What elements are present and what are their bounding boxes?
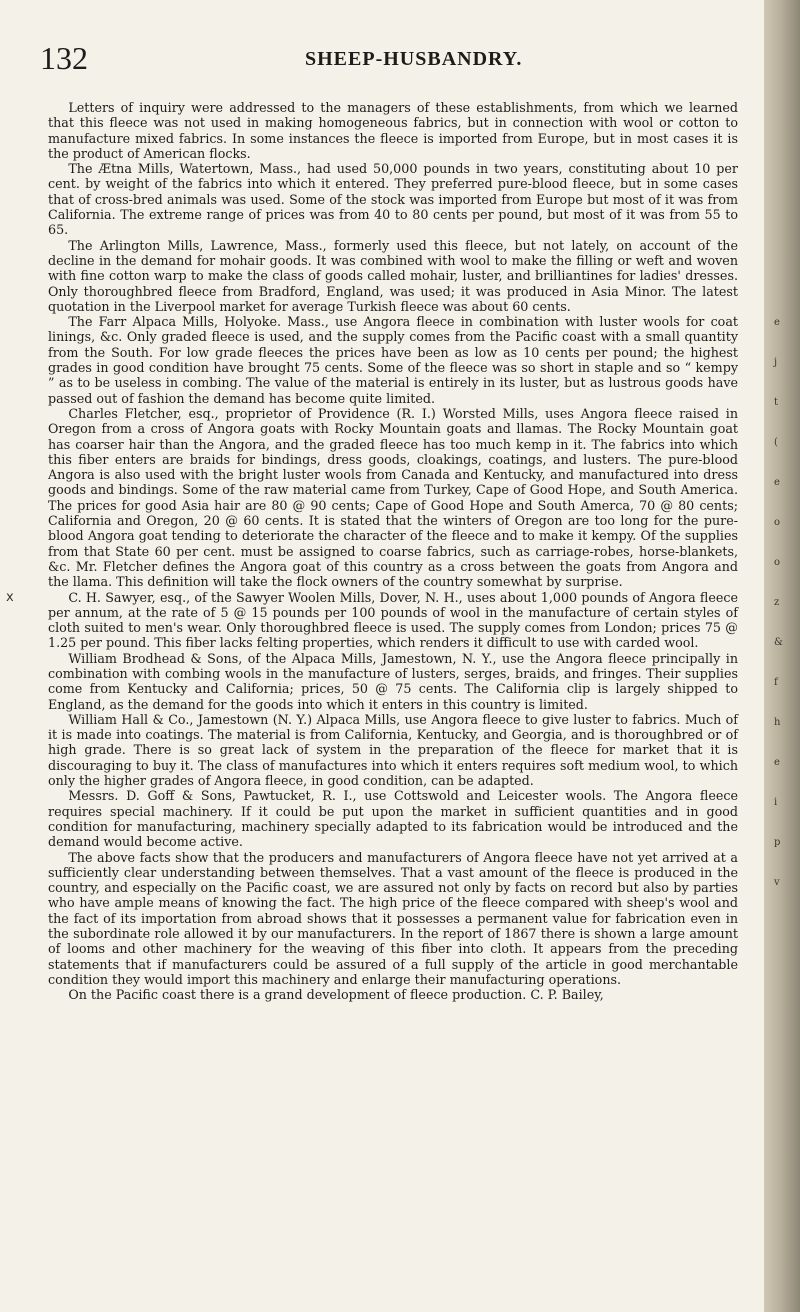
- paragraph-letters-of-inquiry: Letters of inquiry were addressed to the managers of these establishments, from which we learned that this fleece was not used in making homogeneous fabrics, but in connection with wool or cotton to manufacture mixed fabrics. In some instances the fleece is imported from Europe, but in most cases it is the product of American flocks.: [48, 100, 738, 161]
- edge-fragment: h: [774, 717, 781, 728]
- edge-fragment: i: [774, 797, 778, 808]
- paragraph-arlington-mills: The Arlington Mills, Lawrence, Mass., formerly used this fleece, but not lately, on account of the decline in the demand for mohair goods. It was combined with wool to make the filling or weft and woven with fine cotton warp to make the class of goods called mohair, luster, and brilliantines for ladies' dresses. Only thoroughbred fleece from Bradford, England, was used; it was produced in Asia Minor. The latest quotation in the Liverpool market for average Turkish fleece was about 60 cents.: [48, 237, 738, 314]
- edge-fragment: o: [774, 557, 781, 568]
- body-text: [48, 100, 738, 1003]
- paragraph-sawyer-woolen-mills: C. H. Sawyer, esq., of the Sawyer Woolen Mills, Dover, N. H., uses about 1,000 pounds of Angora fleece per annum, at the rate of 5 @ 15 pounds per 100 pounds of wool in the manufacture of certain styles of cloth suited to men's wear. Only thoroughbred fleece is used. The supply comes from London; prices 75 @ 1.25 per pound. This fiber lacks felting properties, which renders it difficult to use with carded wool.: [48, 589, 738, 651]
- facing-page-edge: [764, 0, 800, 1312]
- edge-fragment: e: [774, 317, 780, 328]
- paragraph-brodhead-sons: William Brodhead & Sons, of the Alpaca Mills, Jamestown, N. Y., use the Angora fleece principally in combination with combing wools in the manufacture of lusters, serges, braids, and fringes. Their supplies come from Kentucky and California; prices, 50 @ 75 cents. The California clip is largely shipped to England, as the demand for the goods into which it enters in this country is limited.: [48, 650, 738, 712]
- edge-fragment: z: [774, 597, 780, 608]
- left-margin-mark: x: [6, 590, 14, 605]
- running-title: SHEEP-HUSBANDRY.: [305, 48, 523, 70]
- paragraph-william-hall: William Hall & Co., Jamestown (N. Y.) Alpaca Mills, use Angora fleece to give luster to fabrics. Much of it is made into coatings. The material is from California, Kentucky, and Georgia, and is thoroughbred or of high grade. There is so great lack of system in the preparation of the fleece for market that it is discouraging to buy it. The class of manufactures into which it enters requires soft medium wool, to which only the higher grades of Angora fleece, in good condition, can be adapted.: [48, 711, 738, 789]
- page-header: [40, 40, 740, 80]
- edge-fragment: &: [774, 637, 783, 648]
- edge-fragment: e: [774, 477, 780, 488]
- paragraph-goff-sons: Messrs. D. Goff & Sons, Pawtucket, R. I., use Cottswold and Leicester wools. The Angora fleece requires special machinery. If it could be put upon the market in sufficient quantities and in good condition for manufacturing, machinery specially adapted to its fabrication would be introduced and the demand would become active.: [48, 788, 738, 850]
- edge-fragment: v: [774, 877, 780, 888]
- edge-fragment: p: [774, 837, 781, 848]
- edge-fragment: (: [774, 437, 778, 448]
- paragraph-above-facts: The above facts show that the producers and manufacturers of Angora fleece have not yet arrived at a sufficiently clear understanding between themselves. That a vast amount of the fleece is produced in the country, and especially on the Pacific coast, we are assured not only by facts on record but also by parties who have ample means of knowing the fact. The high price of the fleece compared with sheep's wool and the fact of its importation from abroad shows that it possesses a permanent value for fabrication even in the subordinate role allowed it by our manufacturers. In the report of 1867 there is shown a large amount of looms and other machinery for the weaving of this fiber into cloth. It appears from the preceding statements that if manufacturers could be assured of a full supply of the article in good merchantable condition they would import this machinery and enlarge their manufacturing operations.: [48, 849, 738, 987]
- facing-page-fragments: [774, 300, 794, 900]
- paragraph-farr-alpaca-mills: The Farr Alpaca Mills, Holyoke. Mass., use Angora fleece in combination with luster wools for coat linings, &c. Only graded fleece is used, and the supply comes from the Pacific coast with a small quantity from the South. For low grade fleeces the prices have been as low as 10 cents per pound; the highest grades in good condition have brought 75 cents. Some of the fleece was so short in staple and so “ kempy ” as to be useless in combing. The value of the material is entirely in its luster, but as lustrous goods have passed out of fashion the demand has become quite limited.: [48, 314, 738, 406]
- page-number: 132: [40, 40, 88, 76]
- edge-fragment: e: [774, 757, 780, 768]
- edge-fragment: o: [774, 517, 781, 528]
- edge-fragment: t: [774, 397, 779, 408]
- paragraph-aetna-mills: The Ætna Mills, Watertown, Mass., had used 50,000 pounds in two years, constituting about 10 per cent. by weight of the fabrics into which it entered. They preferred pure-blood fleece, but in some cases that of cross-bred animals was used. Some of the stock was imported from Europe but most of it was from California. The extreme range of prices was from 40 to 80 cents per pound, but most of it was from 55 to 65.: [48, 161, 738, 238]
- paragraph-pacific-coast: On the Pacific coast there is a grand development of fleece production. C. P. Bailey,: [68, 987, 604, 1003]
- edge-fragment: f: [774, 677, 778, 688]
- edge-fragment: j: [774, 357, 778, 368]
- paragraph-charles-fletcher: Charles Fletcher, esq., proprietor of Providence (R. I.) Worsted Mills, uses Angora fleece raised in Oregon from a cross of Angora goats with Rocky Mountain goats and llamas. The Rocky Mountain goat has coarser hair than the Angora, and the graded fleece has too much kemp in it. The fabrics into which this fiber enters are braids for bindings, dress goods, cloakings, coatings, and lusters. The pure-blood Angora is also used with the bright luster wools from Canada and Kentucky, and manufactured into dress goods and bindings. Some of the raw material came from Turkey, Cape of Good Hope, and South America. The prices for good Asia hair are 80 @ 90 cents; Cape of Good Hope and South Amerca, 70 @ 80 cents; California and Oregon, 20 @ 60 cents. It is stated that the winters of Oregon are too long for the pure-blood Angora goat tending to deteriorate the character of the fleece and to make it kempy. Of the supplies from that State 60 per cent. must be assigned to coarse fabrics, such as carriage-robes, horse-blankets, &c. Mr. Fletcher defines the Angora goat of this country as a cross between the goats from Angora and the llama. This definition will take the flock owners of the country somewhat by surprise.: [48, 405, 738, 590]
